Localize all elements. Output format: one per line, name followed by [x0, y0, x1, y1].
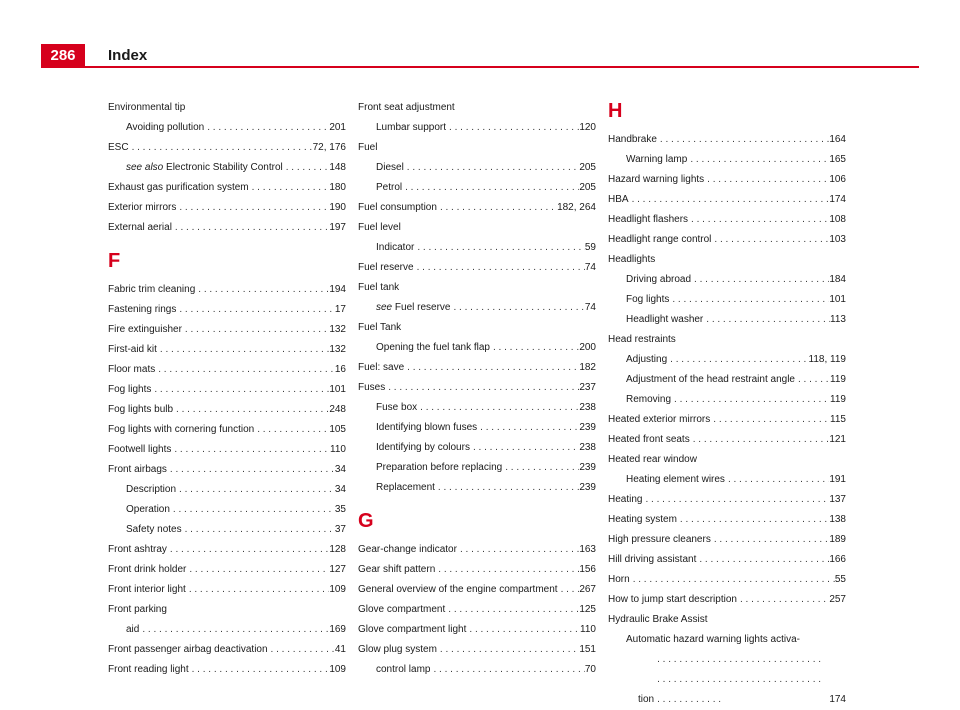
entry-page: 108: [829, 214, 846, 225]
index-entry: [108, 340, 346, 360]
entry-label: Driving abroad: [626, 274, 692, 285]
entry-page: 197: [329, 222, 346, 233]
leader-dots: [450, 298, 584, 318]
index-column-1: [108, 98, 346, 680]
entry-page: 105: [329, 424, 346, 435]
leader-dots: [711, 230, 829, 250]
entry-page: 182, 264: [557, 202, 596, 213]
entry-label: Avoiding pollution: [126, 122, 205, 133]
entry-page: 119: [830, 394, 846, 405]
index-entry: [358, 640, 596, 660]
index-entry: [358, 560, 596, 580]
entry-label: Heated exterior mirrors: [608, 414, 711, 425]
index-subentry: [608, 390, 846, 410]
index-letter-h: H: [608, 100, 623, 122]
leader-dots: [435, 560, 579, 580]
index-column-2: [358, 98, 596, 680]
leader-dots: [691, 270, 829, 290]
leader-dots: [283, 158, 330, 178]
entry-page: 120: [579, 122, 596, 133]
entry-page: 125: [579, 604, 596, 615]
index-subentry: [358, 438, 596, 458]
index-entry: [608, 210, 846, 230]
leader-dots: [688, 210, 829, 230]
entry-label: Heating: [608, 494, 643, 505]
index-entry: [608, 130, 846, 150]
leader-dots: [404, 358, 579, 378]
entry-label: control lamp: [376, 664, 431, 675]
leader-dots: [430, 660, 584, 680]
entry-label: Description: [126, 484, 177, 495]
leader-dots: [155, 360, 335, 380]
entry-page: 166: [829, 554, 846, 565]
entry-label: Fire extinguisher: [108, 324, 182, 335]
entry-label: Fuel reserve: [394, 302, 451, 313]
index-subentry: [358, 660, 596, 680]
leader-dots: [725, 470, 829, 490]
index-subentry: [358, 178, 596, 198]
entry-page: 239: [579, 422, 596, 433]
leader-dots: [654, 650, 829, 710]
entry-label: Identifying blown fuses: [376, 422, 478, 433]
leader-dots: [711, 530, 829, 550]
leader-dots: [435, 478, 579, 498]
index-entry: Head restraints: [608, 334, 676, 345]
entry-label: Glove compartment light: [358, 624, 467, 635]
entry-label: Fabric trim cleaning: [108, 284, 196, 295]
entry-page: 257: [829, 594, 846, 605]
entry-page: 164: [829, 134, 846, 145]
index-subentry: [358, 398, 596, 418]
entry-page: 115: [830, 414, 846, 425]
leader-dots: [385, 378, 579, 398]
index-entry: [358, 580, 596, 600]
entry-page: 121: [829, 434, 846, 445]
leader-dots: [254, 420, 329, 440]
entry-label-continued: tion: [638, 694, 655, 705]
leader-dots: [677, 510, 829, 530]
entry-label: Exterior mirrors: [108, 202, 177, 213]
leader-dots: [182, 520, 335, 540]
entry-page: 34: [334, 464, 346, 475]
entry-label: Front passenger airbag deactivation: [108, 644, 268, 655]
entry-page: 55: [834, 574, 846, 585]
entry-page: 113: [830, 314, 846, 325]
index-entry: [108, 138, 346, 158]
leader-dots: [642, 490, 829, 510]
entry-label: Identifying by colours: [376, 442, 470, 453]
leader-dots: [630, 570, 835, 590]
entry-page: 41: [334, 644, 346, 655]
leader-dots: [690, 430, 830, 450]
leader-dots: [139, 620, 329, 640]
entry-label: Operation: [126, 504, 170, 515]
leader-dots: [696, 550, 829, 570]
page-number: 286: [41, 44, 85, 68]
index-see-also: [108, 158, 346, 178]
entry-label: ESC: [108, 142, 129, 153]
leader-dots: [502, 458, 579, 478]
leader-dots: [795, 370, 830, 390]
leader-dots: [446, 118, 579, 138]
entry-page: 201: [329, 122, 346, 133]
entry-label: Fuse box: [376, 402, 418, 413]
index-subentry: [608, 290, 846, 310]
entry-page: 16: [334, 364, 346, 375]
entry-label: Footwell lights: [108, 444, 172, 455]
leader-dots: [249, 178, 330, 198]
index-subentry: [358, 118, 596, 138]
entry-label: Headlight flashers: [608, 214, 689, 225]
entry-label: Fuel: save: [358, 362, 405, 373]
leader-dots: [176, 198, 329, 218]
index-entry: [108, 440, 346, 460]
entry-label: Horn: [608, 574, 630, 585]
entry-page: 205: [579, 162, 596, 173]
entry-page: 103: [829, 234, 846, 245]
entry-label: Gear-change indicator: [358, 544, 457, 555]
entry-page: 238: [579, 402, 596, 413]
entry-label: Front airbags: [108, 464, 167, 475]
index-entry: [108, 580, 346, 600]
entry-page: 17: [334, 304, 346, 315]
index-entry: [108, 660, 346, 680]
index-entry: [108, 198, 346, 218]
entry-page: 190: [329, 202, 346, 213]
entry-label: Glow plug system: [358, 644, 437, 655]
leader-dots: [703, 310, 830, 330]
entry-page: 180: [329, 182, 346, 193]
leader-dots: [466, 620, 580, 640]
index-entry: Fuel tank: [358, 282, 400, 293]
index-entry: [358, 378, 596, 398]
entry-page: 70: [584, 664, 596, 675]
entry-page: 119: [830, 374, 846, 385]
index-entry: [358, 258, 596, 278]
entry-label: Exhaust gas purification system: [108, 182, 249, 193]
leader-dots: [437, 198, 557, 218]
index-entry: [608, 430, 846, 450]
entry-page: 101: [829, 294, 846, 305]
entry-page: 132: [329, 324, 346, 335]
entry-label: Petrol: [376, 182, 403, 193]
entry-label: Warning lamp: [626, 154, 688, 165]
entry-page: 34: [334, 484, 346, 495]
index-entry: Fuel Tank: [358, 322, 402, 333]
index-subentry: [608, 150, 846, 170]
leader-dots: [189, 660, 330, 680]
index-entry: [108, 360, 346, 380]
index-subentry: [608, 350, 846, 370]
index-entry: [108, 178, 346, 198]
index-entry: Heated rear window: [608, 454, 697, 465]
leader-dots: [669, 290, 829, 310]
entry-label: High pressure cleaners: [608, 534, 711, 545]
entry-label: First-aid kit: [108, 344, 157, 355]
index-subentry: [358, 338, 596, 358]
index-subentry: [358, 478, 596, 498]
index-entry: Fuel level: [358, 222, 401, 233]
see-label: see: [376, 302, 393, 313]
leader-dots: [171, 440, 330, 460]
index-entry: [108, 300, 346, 320]
entry-label: Removing: [626, 394, 672, 405]
entry-label: Fog lights: [626, 294, 670, 305]
index-entry: [608, 570, 846, 590]
index-entry: [108, 218, 346, 238]
entry-label: Fog lights bulb: [108, 404, 174, 415]
leader-dots: [457, 540, 579, 560]
entry-label: Front ashtray: [108, 544, 167, 555]
index-entry: Front parking: [108, 604, 167, 615]
entry-label: Replacement: [376, 482, 435, 493]
entry-label: Hazard warning lights: [608, 174, 705, 185]
entry-page: 138: [829, 514, 846, 525]
entry-label: Lumbar support: [376, 122, 447, 133]
entry-page: 101: [329, 384, 346, 395]
entry-label: Preparation before replacing: [376, 462, 503, 473]
index-entry: [608, 550, 846, 570]
entry-label: Fastening rings: [108, 304, 177, 315]
entry-page: 137: [829, 494, 846, 505]
entry-page: 205: [579, 182, 596, 193]
index-entry: [108, 320, 346, 340]
leader-dots: [667, 350, 808, 370]
entry-page: 169: [329, 624, 346, 635]
index-entry: [108, 420, 346, 440]
leader-dots: [558, 580, 580, 600]
leader-dots: [629, 190, 830, 210]
entry-label: Fog lights: [108, 384, 152, 395]
leader-dots: [182, 320, 329, 340]
entry-page: 132: [329, 344, 346, 355]
entry-page: 238: [579, 442, 596, 453]
index-entry: [108, 280, 346, 300]
leader-dots: [414, 238, 585, 258]
entry-page: 191: [829, 474, 846, 485]
index-entry: [358, 540, 596, 560]
entry-page: 239: [579, 462, 596, 473]
entry-label: How to jump start description: [608, 594, 737, 605]
leader-dots: [737, 590, 829, 610]
index-entry: [108, 640, 346, 660]
index-entry: [358, 358, 596, 378]
index-subentry: [108, 118, 346, 138]
index-subentry: [108, 520, 346, 540]
entry-label: External aerial: [108, 222, 172, 233]
leader-dots: [404, 158, 580, 178]
entry-label: Front reading light: [108, 664, 189, 675]
index-letter-g: G: [358, 510, 374, 532]
entry-label: Diesel: [376, 162, 404, 173]
see-also-label: see also: [126, 162, 164, 173]
leader-dots: [477, 418, 579, 438]
index-entry: [358, 600, 596, 620]
entry-label: Automatic hazard warning lights activa-: [626, 634, 800, 645]
leader-dots: [671, 390, 830, 410]
index-see-also: [358, 298, 596, 318]
entry-page: 182: [579, 362, 596, 373]
leader-dots: [417, 398, 579, 418]
index-entry: [608, 530, 846, 550]
index-entry: [608, 170, 846, 190]
entry-label: HBA: [608, 194, 629, 205]
entry-label: Fuel reserve: [358, 262, 414, 273]
entry-page: 74: [584, 262, 596, 273]
page-title: Index: [108, 47, 148, 64]
leader-dots: [445, 600, 579, 620]
entry-page: 174: [829, 194, 846, 205]
entry-label: Handbrake: [608, 134, 657, 145]
entry-page: 156: [579, 564, 596, 575]
index-subentry: [608, 270, 846, 290]
entry-page: 189: [829, 534, 846, 545]
entry-page: 174: [829, 694, 846, 705]
entry-label: Heated front seats: [608, 434, 690, 445]
entry-label: Opening the fuel tank flap: [376, 342, 490, 353]
entry-label: aid: [126, 624, 140, 635]
index-letter-f: F: [108, 250, 121, 272]
leader-dots: [414, 258, 585, 278]
leader-dots: [167, 460, 335, 480]
entry-label: Heating element wires: [626, 474, 725, 485]
index-entry: [608, 230, 846, 250]
leader-dots: [657, 130, 829, 150]
header-rule: [41, 66, 919, 68]
leader-dots: [172, 218, 329, 238]
index-entry: [358, 620, 596, 640]
entry-page: 184: [829, 274, 846, 285]
entry-page: 35: [334, 504, 346, 515]
entry-page: 127: [329, 564, 346, 575]
index-subentry: [608, 470, 846, 490]
index-entry: Environmental tip: [108, 102, 186, 113]
entry-page: 74: [584, 302, 596, 313]
index-entry: [108, 460, 346, 480]
leader-dots: [687, 150, 829, 170]
entry-label: Indicator: [376, 242, 415, 253]
entry-label: Floor mats: [108, 364, 156, 375]
entry-page: 109: [329, 584, 346, 595]
entry-page: 109: [329, 664, 346, 675]
index-subentry: [608, 310, 846, 330]
entry-label: Glove compartment: [358, 604, 446, 615]
index-subentry: [108, 620, 346, 640]
index-entry: [608, 490, 846, 510]
leader-dots: [170, 500, 335, 520]
entry-page: 151: [579, 644, 596, 655]
leader-dots: [437, 640, 579, 660]
index-entry: Front seat adjustment: [358, 102, 455, 113]
entry-label: Heating system: [608, 514, 677, 525]
leader-dots: [151, 380, 329, 400]
leader-dots: [204, 118, 329, 138]
index-entry: Headlights: [608, 254, 656, 265]
index-entry: [358, 198, 596, 218]
index-subentry: [608, 370, 846, 390]
entry-page: 237: [579, 382, 596, 393]
entry-page: 128: [329, 544, 346, 555]
leader-dots: [186, 580, 330, 600]
entry-page: 59: [584, 242, 596, 253]
index-subentry: [108, 480, 346, 500]
index-subentry: [108, 500, 346, 520]
entry-label: Electronic Stability Control: [166, 162, 283, 173]
leader-dots: [176, 300, 335, 320]
index-subentry: [358, 158, 596, 178]
leader-dots: [710, 410, 830, 430]
entry-page: 37: [334, 524, 346, 535]
entry-label: Fuel consumption: [358, 202, 437, 213]
entry-page: 239: [579, 482, 596, 493]
index-entry: [608, 510, 846, 530]
entry-page: 110: [330, 444, 346, 455]
entry-page: 194: [329, 284, 346, 295]
index-entry: [108, 560, 346, 580]
leader-dots: [470, 438, 579, 458]
entry-label: Adjustment of the head restraint angle: [626, 374, 795, 385]
index-subentry: [608, 630, 846, 710]
entry-label: Headlight washer: [626, 314, 704, 325]
leader-dots: [186, 560, 329, 580]
index-column-3: [608, 98, 846, 710]
index-entry: [608, 590, 846, 610]
entry-label: Fog lights with cornering function: [108, 424, 255, 435]
index-subentry: [358, 238, 596, 258]
entry-label: Gear shift pattern: [358, 564, 436, 575]
entry-label: Front drink holder: [108, 564, 187, 575]
entry-page: 165: [829, 154, 846, 165]
entry-page: 72, 176: [312, 142, 346, 153]
entry-label: Adjusting: [626, 354, 668, 365]
leader-dots: [402, 178, 579, 198]
entry-page: 200: [579, 342, 596, 353]
index-entry: [108, 540, 346, 560]
entry-label: General overview of the engine compartment: [358, 584, 558, 595]
index-entry: [608, 410, 846, 430]
leader-dots: [176, 480, 335, 500]
leader-dots: [490, 338, 579, 358]
leader-dots: [704, 170, 829, 190]
entry-label: Headlight range control: [608, 234, 712, 245]
entry-page: 248: [329, 404, 346, 415]
leader-dots: [157, 340, 329, 360]
entry-label: Hill driving assistant: [608, 554, 697, 565]
entry-page: 106: [829, 174, 846, 185]
entry-label: Front interior light: [108, 584, 186, 595]
entry-label: Fuses: [358, 382, 386, 393]
leader-dots: [268, 640, 335, 660]
entry-page: 118, 119: [808, 354, 846, 365]
index-entry: [108, 380, 346, 400]
entry-label: Safety notes: [126, 524, 182, 535]
leader-dots: [167, 540, 329, 560]
entry-page: 148: [329, 162, 346, 173]
leader-dots: [173, 400, 329, 420]
entry-page: 267: [579, 584, 596, 595]
index-entry: Hydraulic Brake Assist: [608, 614, 708, 625]
leader-dots: [195, 280, 329, 300]
leader-dots: [129, 138, 313, 158]
entry-page: 163: [579, 544, 596, 555]
index-entry: [608, 190, 846, 210]
entry-page: 110: [580, 624, 596, 635]
index-entry: [108, 400, 346, 420]
index-subentry: [358, 458, 596, 478]
index-entry: Fuel: [358, 142, 378, 153]
index-subentry: [358, 418, 596, 438]
